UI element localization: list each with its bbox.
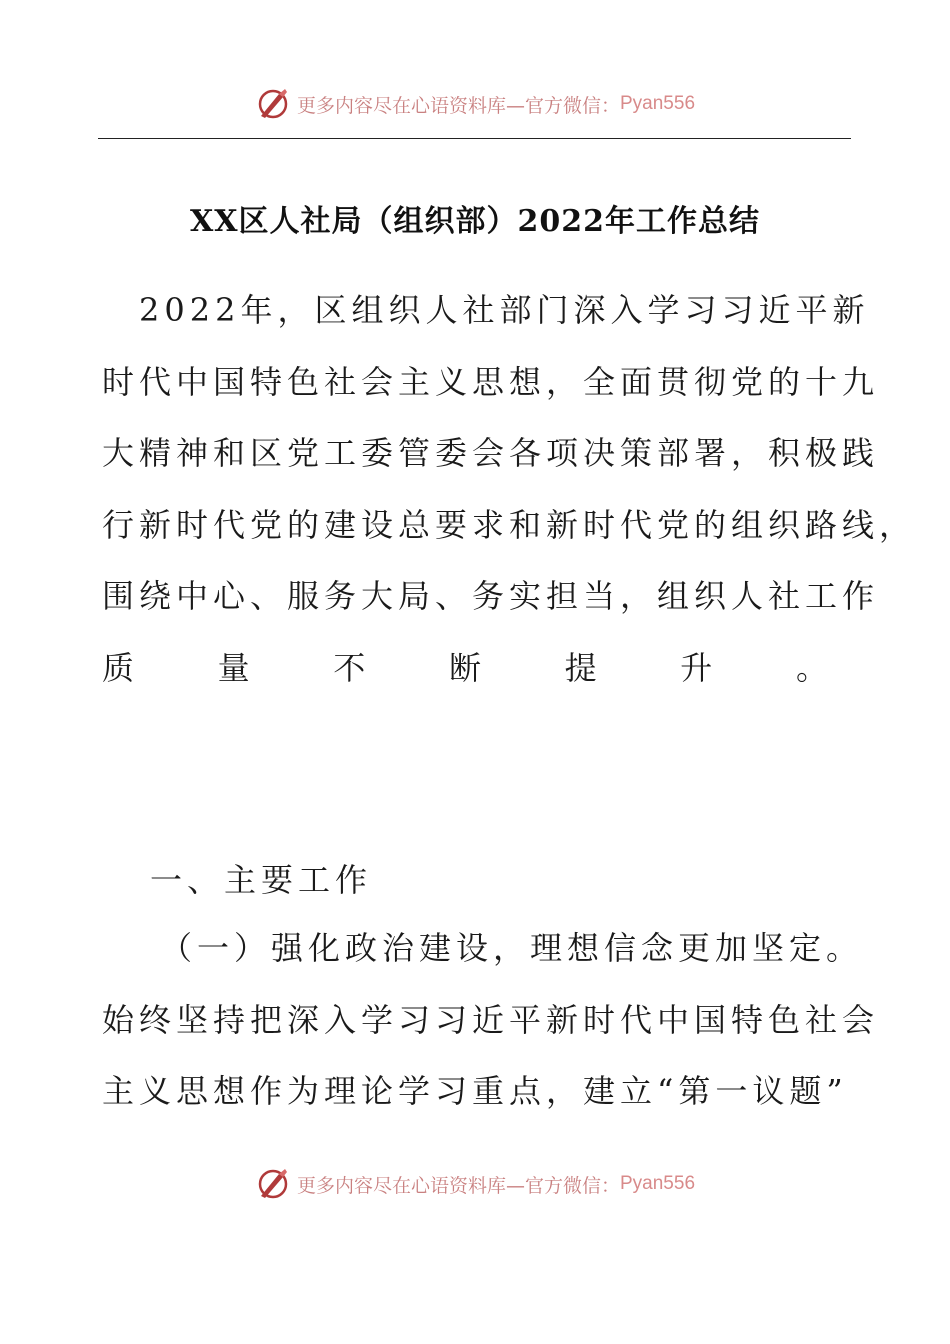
char: 提 [564,649,597,687]
char: 。 [795,649,828,687]
header-divider [98,138,851,139]
intro-line-3: 大精神和区党工委管委会各项决策部署，积极践 [102,434,880,472]
subsection-heading: （一）强化政治建设，理想信念更加坚定。 [160,929,864,967]
intro-line-2: 时代中国特色社会主义思想，全面贯彻党的十九 [102,363,880,401]
char: 不 [333,649,366,687]
intro-justified-line [102,648,828,688]
char: 质 [102,649,135,687]
body-line-1: 始终坚持把深入学习习近平新时代中国特色社会 [102,1001,880,1039]
intro-line-5: 围绕中心、服务大局、务实担当，组织人社工作 [102,577,880,615]
watermark-wechat-id: Pyan556 [620,1173,696,1194]
intro-line-4: 行新时代党的建设总要求和新时代党的组织路线， [102,506,917,544]
char: 断 [448,649,481,687]
section-heading: 一、主要工作 [150,861,373,899]
document-title: XX区人社局（组织部）2022年工作总结 [189,204,761,239]
watermark-wechat-id: Pyan556 [620,93,696,114]
pen-logo-icon [255,1166,291,1202]
char: 升 [680,649,713,687]
intro-line-6 [102,648,862,688]
body-line-2: 主义思想作为理论学习重点，建立“第一议题” [102,1072,848,1110]
char: 量 [217,649,250,687]
intro-line-1: 2022年，区组织人社部门深入学习习近平新 [102,291,870,329]
watermark-text: 更多内容尽在心语资料库—官方微信： [296,1174,620,1197]
pen-logo-icon [255,86,291,122]
watermark-header [0,84,950,124]
watermark-text: 更多内容尽在心语资料库—官方微信： [296,94,620,117]
watermark-footer [0,1164,950,1204]
